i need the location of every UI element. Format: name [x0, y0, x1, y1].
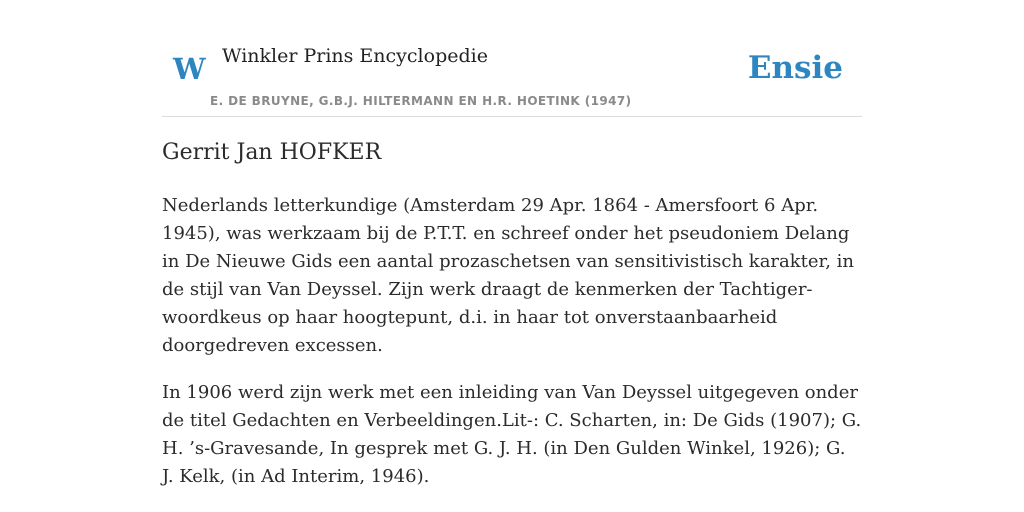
article-body — [162, 192, 862, 510]
article-paragraph: Nederlands letterkundige (Amsterdam 29 Apr. 1864 - Amersfoort 6 Apr. 1945), was werkzaam bij de P.T.T. en schreef onder het pseudoniem Delang in De Nieuwe Gids een aantal prozaschetsen van sensitivistisch karakter, in de stijl van Van Deyssel. Zijn werk draagt de kenmerken der Tachtiger-woordkeus op haar hoogtepunt, d.i. in haar tot onverstaanbaarheid doorgedreven excessen. — [162, 195, 854, 356]
ensie-brand-logo[interactable]: Ensie — [747, 50, 843, 86]
site-header — [162, 0, 862, 117]
article-title: Gerrit Jan HOFKER — [162, 140, 382, 165]
site-title[interactable]: Winkler Prins Encyclopedie — [222, 45, 488, 67]
authors-line: E. DE BRUYNE, G.B.J. HILTERMANN EN H.R. HOETINK (1947) — [210, 94, 632, 108]
page-container — [162, 0, 862, 512]
article-paragraph: In 1906 werd zijn werk met een inleiding van Van Deyssel uitgegeven onder de titel Gedachten en Verbeeldingen.Lit-: C. Scharten, in: De Gids (1907); G. H. ’s-Gravesande, In gesprek met G. J. H. (in Den Gulden Winkel, 1926); G. J. Kelk, (in Ad Interim, 1946). — [162, 382, 862, 487]
winkler-prins-logo[interactable]: W — [173, 52, 206, 86]
